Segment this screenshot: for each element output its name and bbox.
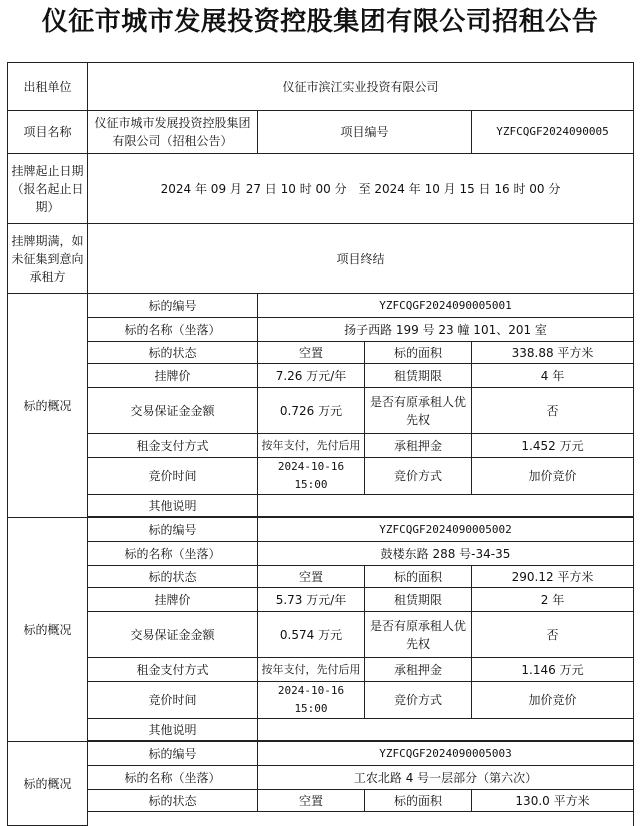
security-label: 承租押金 [365,434,472,458]
bid-method-value: 加价竞价 [472,682,634,719]
lessor-row [8,63,634,111]
area-value: 130.0 平方米 [472,790,634,812]
price-value: 7.26 万元/年 [258,364,365,388]
expiry-label: 挂牌期满，如未征集到意向承租方 [8,224,88,294]
lot-name-label: 标的名称（坐落） [88,318,258,342]
lot-no-value: YZFCQGF2024090005001 [258,294,634,318]
status-value: 空置 [258,566,365,588]
period-row [8,154,634,224]
table-row [8,458,634,495]
table-row [8,742,634,766]
priority-value: 否 [472,612,634,658]
table-row [8,294,634,318]
payment-value: 按年支付，先付后用 [258,658,365,682]
price-label: 挂牌价 [88,588,258,612]
table-row [8,682,634,719]
status-value: 空置 [258,342,365,364]
lot-name-label: 标的名称（坐落） [88,542,258,566]
lessor-value: 仪征市滨江实业投资有限公司 [88,63,634,111]
security-value: 1.146 万元 [472,658,634,682]
area-label: 标的面积 [365,566,472,588]
price-value: 5.73 万元/年 [258,588,365,612]
period-value: 2024 年 09 月 27 日 10 时 00 分 至 2024 年 10 月 15 日 16 时 00 分 [88,154,634,224]
price-label: 挂牌价 [88,364,258,388]
table-row [8,719,634,741]
lot-no-value: YZFCQGF2024090005002 [258,518,634,542]
lot-no-label: 标的编号 [88,518,258,542]
status-label: 标的状态 [88,342,258,364]
project-name-label: 项目名称 [8,111,88,154]
project-no-label: 项目编号 [258,111,472,154]
lot-no-value: YZFCQGF2024090005003 [258,742,634,766]
lot-name-value: 鼓楼东路 288 号-34-35 [258,542,634,566]
security-label: 承租押金 [365,658,472,682]
status-label: 标的状态 [88,566,258,588]
table-row [8,566,634,588]
table-row [8,542,634,566]
notes-value [258,719,634,741]
payment-label: 租金支付方式 [88,434,258,458]
table-row [8,388,634,434]
status-value: 空置 [258,790,365,812]
project-name-value: 仪征市城市发展投资控股集团有限公司（招租公告） [88,111,258,154]
table-row [8,588,634,612]
area-value: 338.88 平方米 [472,342,634,364]
table-row [8,318,634,342]
table-row [8,612,634,658]
area-label: 标的面积 [365,342,472,364]
status-label: 标的状态 [88,790,258,812]
notes-value [258,495,634,517]
project-row [8,111,634,154]
payment-label: 租金支付方式 [88,658,258,682]
term-value: 2 年 [472,588,634,612]
table-row [8,766,634,790]
expiry-row [8,224,634,294]
priority-label: 是否有原承租人优先权 [365,388,472,434]
overview-label: 标的概况 [8,518,88,742]
bid-method-label: 竞价方式 [365,682,472,719]
table-row [8,342,634,364]
table-row [8,518,634,542]
lot-name-label: 标的名称（坐落） [88,766,258,790]
deposit-value: 0.574 万元 [258,612,365,658]
lot-no-label: 标的编号 [88,294,258,318]
bid-time-label: 竞价时间 [88,682,258,719]
notes-label: 其他说明 [88,719,258,741]
bid-time-label: 竞价时间 [88,458,258,495]
term-value: 4 年 [472,364,634,388]
payment-value: 按年支付，先付后用 [258,434,365,458]
lot-no-label: 标的编号 [88,742,258,766]
term-label: 租赁期限 [365,364,472,388]
overview-label: 标的概况 [8,294,88,518]
area-value: 290.12 平方米 [472,566,634,588]
table-row [8,658,634,682]
expiry-value: 项目终结 [88,224,634,294]
lessor-label: 出租单位 [8,63,88,111]
bid-time-value: 2024-10-16 15:00 [258,682,365,719]
term-label: 租赁期限 [365,588,472,612]
security-value: 1.452 万元 [472,434,634,458]
table-row [8,812,634,826]
table-row [8,434,634,458]
priority-value: 否 [472,388,634,434]
notes-label: 其他说明 [88,495,258,517]
deposit-value: 0.726 万元 [258,388,365,434]
lease-announcement-table [7,62,634,826]
area-label: 标的面积 [365,790,472,812]
project-no-value: YZFCQGF2024090005 [472,111,634,154]
overview-label: 标的概况 [8,742,88,826]
bid-time-value: 2024-10-16 15:00 [258,458,365,495]
table-row [8,364,634,388]
deposit-label: 交易保证金金额 [88,388,258,434]
period-label: 挂牌起止日期（报名起止日期） [8,154,88,224]
bid-method-label: 竞价方式 [365,458,472,495]
table-row [8,495,634,517]
lot-name-value: 扬子西路 199 号 23 幢 101、201 室 [258,318,634,342]
page-title: 仪征市城市发展投资控股集团有限公司招租公告 [41,7,599,37]
table-row [8,790,634,812]
lot-name-value: 工农北路 4 号一层部分（第六次） [258,766,634,790]
bid-method-value: 加价竞价 [472,458,634,495]
priority-label: 是否有原承租人优先权 [365,612,472,658]
deposit-label: 交易保证金金额 [88,612,258,658]
